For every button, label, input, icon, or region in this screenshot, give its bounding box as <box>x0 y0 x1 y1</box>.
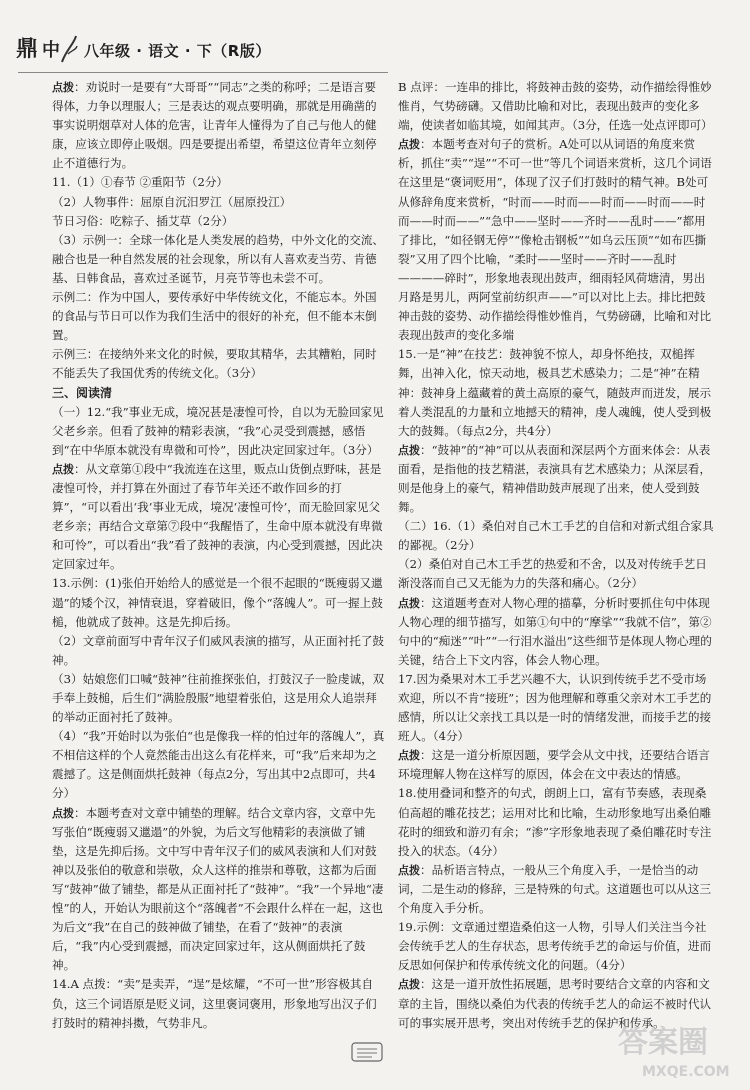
answer-entry: 点拨：从文章第①段中“我流连在这里，贩点山货倒点野味，甚是凄惶可怜，并打算在外面过了春节年关还不敢作回乡的打算”，“可以看出‘我’事业无成，境况‘凄惶可怜’，而无脸回家见父老乡亲；再结合文章第⑦段中“我醒悟了，生命中原本就没有卑微和可怜”，可以看出“我”看了鼓神的表演，内心受到震撼，因此决定回家过年。 <box>52 461 383 572</box>
answer-entry <box>398 784 716 860</box>
entry-text: 19.示例：文章通过塑造桑伯这一人物，引导人们关注当今社会传统手艺人的生存状态，思考传统手艺的命运与价值，进而反思如何保护和传承传统文化的问题。（4分） <box>398 920 712 973</box>
answer-entry: 点拨：品析语言特点，一般从三个角度入手，一是恰当的动词，二是生动的修辞，三是特殊的句式。这道题也可以从这三个角度入手分析。 <box>398 862 712 916</box>
answer-entry: 点拨：本题考查对句子的赏析。A处可以从词语的角度来赏析，抓住“卖”“逞”“不可一世”等几个词语来赏析，这几个词语在这里是“褒词贬用”，体现了汉子们打鼓时的精气神。B处可从修辞角度来赏析，“时而——时而——时而——时而——时而——时而——”“急中——坚时——齐时——乱时——”都用了排比，“如径钢无停”“像枪击钢板”“如乌云压顶”“如布匹撕裂”又用了四个比喻，“柔时——坚时——齐时——乱时————碎时”，形象地表现出鼓声，细雨轻风荷塘清，男出月路是男儿，两阿堂前纺织声——”可以对比上去。排比把鼓神击鼓的姿势、动作描绘得惟妙惟肖，气势磅礴，比喻和对比表现出鼓声的变化多端 <box>398 137 712 343</box>
entry-text: 示例三：在接纳外来文化的时候，要取其精华，去其糟粕，同时不能丢失了我国优秀的传统文化。（3分） <box>52 347 377 381</box>
entry-text: “鼓神”的“神”可以从表面和深层两个方面来体会：从表面看，是指他的技艺精湛，表演具有艺术感染力；从深层看，则是他身上的豪气，精神借助鼓声展现了出来，使人受到鼓舞。 <box>398 442 712 515</box>
entry-text: 劝说时一是要有“大哥哥”“同志”之类的称呼；二是语言要得体，力争以理服人；三是表达的观点要明确，那就是用确凿的事实说明烟草对人体的危害，让青年人懂得为了自己与他人的健康，应该立即停止吸烟。四是要提出希望，希望这位青年立刻停止不道德行为。 <box>52 80 377 171</box>
answer-entry <box>52 231 387 288</box>
answer-entry: 点拨：这道题考查对人物心理的描摹，分析时要抓住句中体现人物心理的细节描写，如第①句中的“摩挲”“我就不信”，第②句中的“痴迷”“叶”“一行泪水溢出”这些细节是体现人物心理的关键，结合上下文内容，体会人物心理。 <box>398 595 712 667</box>
answer-entry <box>52 173 387 192</box>
entry-text: 品析语言特点，一般从三个角度入手，一是恰当的动词，二是生动的修辞，三是特殊的句式。这道题也可以从这三个角度入手分析。 <box>398 862 712 916</box>
answer-entry: 点拨：劝说时一是要有“大哥哥”“同志”之类的称呼；二是语言要得体，力争以理服人；三是表达的观点要明确，那就是用确凿的事实说明烟草对人体的危害，让青年人懂得为了自己与他人的健康，应该立即停止吸烟。四是要提出希望，希望这位青年立刻停止不道德行为。 <box>52 80 377 171</box>
entry-text: 14.A 点拨：“卖”是卖弄，“逞”是炫耀，“不可一世”形容极其自负，这三个词语原是贬义词，这里褒词褒用，形象地写出汉子们打鼓时的精神抖擞，气势非凡。 <box>52 977 377 1030</box>
answer-entry: 点拨：这是一道开放性拓展题，思考时要结合文章的内容和文章的主旨，围绕以桑伯为代表的传统手艺人的命运不被时代认可的事实展开思考，突出对传统手艺的保护和传承。 <box>398 977 712 1030</box>
entry-text: 15.一是“神”在技艺：鼓神貌不惊人，却身怀绝技，双槌挥舞，出神入化，惊天动地，极具艺术感染力；二是“神”在精神：鼓神身上蕴藏着的黄土高原的豪气，随鼓声而迸发，展示着人类混乱的力量和立地撼天的精神，虔人魂魄，使人受到极大的鼓舞。（每点2分，共4分） <box>398 347 712 438</box>
answer-entry <box>52 345 387 383</box>
svg-text:鼎: 鼎 <box>16 36 39 62</box>
entry-text: 这是一道开放性拓展题，思考时要结合文章的内容和文章的主旨，围绕以桑伯为代表的传统手艺人的命运不被时代认可的事实展开思考，突出对传统手艺的保护和传承。 <box>398 977 712 1030</box>
header-divider <box>18 72 388 73</box>
annotation-label: 点拨 <box>398 443 420 457</box>
annotation-label: 点拨 <box>398 749 420 763</box>
entry-text: 17.因为桑果对木工手艺兴趣不大，认识到传统手艺不受市场欢迎，所以不肯“接班”；因为他理解和尊重父亲对木工手艺的感情，所以让父亲找工具以是一时的情绪发泄，而接手艺的接班人。（4分） <box>398 671 712 744</box>
entry-text: （2）文章前面写中青年汉子们威风表演的描写，从正面衬托了鼓神。 <box>52 633 385 667</box>
entry-text: 这是一道分析原因题，要学会从文中找，还要结合语言环境理解人物在这样写的原因，体会在文中表达的情感。 <box>398 748 710 782</box>
entry-text: （2）桑伯对自己木工手艺的热爱和不舍，以及对传统手艺日渐没落而自己又无能为力的失落和痛心。（2分） <box>398 557 707 591</box>
entry-text: （二）16.（1）桑伯对自己木工手艺的自信和对新式组合家具的鄙视。（2分） <box>398 519 714 553</box>
watermark-url: MXQE.COM <box>642 1064 730 1080</box>
annotation-label: 点拨 <box>52 806 74 820</box>
answer-entry <box>52 384 387 403</box>
answer-entry <box>398 517 716 555</box>
answer-entry <box>398 345 716 440</box>
entry-text: 11.（1）①春节 ②重阳节（2分） <box>52 175 229 190</box>
entry-text: （4）“我”开始时以为张伯“也是像我一样的怕过年的落魄人”，真不相信这样的个人竟然能击出这么有花样来，可“我”后来却为之震撼了。这是侧面烘托鼓神（每点2分，写出其中2点即可，共4分） <box>52 729 385 801</box>
annotation-label: 点拨 <box>398 596 420 610</box>
answer-column-right <box>398 78 716 1033</box>
answer-column-left <box>52 78 387 1033</box>
annotation-label: 点拨 <box>52 81 74 94</box>
answer-entry: 点拨：这是一道分析原因题，要学会从文中找，还要结合语言环境理解人物在这样写的原因，体会在文中表达的情感。 <box>398 748 710 782</box>
entry-text: 三、阅读清 <box>52 385 113 400</box>
annotation-label: 点拨 <box>398 863 420 877</box>
answer-entry <box>52 727 387 803</box>
entry-text: 本题考查对句子的赏析。A处可以从词语的角度来赏析，抓住“卖”“逞”“不可一世”等几个词语来赏析，这几个词语在这里是“褒词贬用”，体现了汉子们打鼓时的精气神。B处可从修辞角度来赏析，“时而——时而——时而——时而——时而——时而——”“急中——坚时——齐时——乱时——”都用了排比，“如径钢无停”“像枪击钢板”“如乌云压顶”“如布匹撕裂”又用了四个比喻，“柔时——坚时——齐时——乱时————碎时”，形象地表现出鼓声，细雨轻风荷塘清，男出月路是男儿，两阿堂前纺织声——”可以对比上去。排比把鼓神击鼓的姿势、动作描绘得惟妙惟肖，气势磅礴，比喻和对比表现出鼓声的变化多端 <box>398 137 712 343</box>
annotation-label: 点拨 <box>398 978 420 992</box>
entry-text: 这道题考查对人物心理的描摹，分析时要抓住句中体现人物心理的细节描写，如第①句中的“摩挲”“我就不信”，第②句中的“痴迷”“叶”“一行泪水溢出”这些细节是体现人物心理的关键，结合上下文内容，体会人物心理。 <box>398 595 712 667</box>
entry-text: 从文章第①段中“我流连在这里，贩点山货倒点野味，甚是凄惶可怜，并打算在外面过了春节年关还不敢作回乡的打算”，“可以看出‘我’事业无成，境况‘凄惶可怜’，而无脸回家见父老乡亲；再结合文章第⑦段中“我醒悟了，生命中原本就没有卑微和可怜”，可以看出“我”看了鼓神的表演，内心受到震撼，因此决定回家过年。 <box>52 461 383 572</box>
entry-text: 节日习俗：吃粽子、插艾草（2分） <box>52 213 234 228</box>
answer-entry <box>52 632 387 670</box>
answer-entry <box>398 78 716 135</box>
annotation-label: 点拨 <box>398 138 420 152</box>
entry-text: （一）12.“我”事业无成，境况甚是凄惶可怜，自以为无脸回家见父老乡亲。但看了鼓神的精彩表演，“我”心灵受到震撼，感悟到“在中华原本就没有卑微和可怜”，因此决定回家过年。（3分） <box>52 404 384 457</box>
answer-entry <box>52 403 387 460</box>
entry-text: （3）示例一：全球一体化是人类发展的趋势，中外文化的交流、融合也是一种自然发展的社会现象，所以有人喜欢麦当劳、肯德基、日韩食品，喜欢过圣诞节，月亮节等也未尝不可。 <box>52 232 385 285</box>
brand-logo-icon <box>16 32 78 68</box>
answer-entry <box>52 975 387 1032</box>
entry-text: （2）人物事件：屈原自沉汨罗江（屈原投江） <box>52 194 292 209</box>
entry-text: 本题考查对文章中铺垫的理解。结合文章内容，文章中先写张伯“既瘦弱又邋遢”的外貌，为后文写他精彩的表演做了铺垫，这是先抑后扬。文中写中青年汉子们的威风表演和人们对鼓神以及张伯的敬意和崇敬，众人这样的推崇和尊敬，这都为后面写“鼓神”做了铺垫，都是从正面衬托了“鼓神”。“我”一个异地“凄惶”的人，开始认为眼前这个“落魄者”不会跟什么样在一起，这也为后文“我”在自己的鼓神做了铺垫，在看了“鼓神”的表演后，“我”内心受到震撼，而决定回家过年，这从侧面烘托了鼓神。 <box>52 805 384 973</box>
answer-entry <box>52 193 387 212</box>
footer-emblem-icon <box>350 1040 384 1064</box>
annotation-label: 点拨 <box>52 462 74 476</box>
answer-entry <box>52 212 387 231</box>
entry-text: （3）姑娘您们口喊“鼓神”往前推探张伯，打鼓汉子一脸虔诚，双手奉上鼓槌，后生们“满脸殷服”地望着张伯，这是用众人追崇拜的举动正面衬托了鼓神。 <box>52 671 385 725</box>
answer-entry <box>52 574 387 631</box>
answer-entry <box>398 555 716 593</box>
answer-entry <box>52 670 387 727</box>
entry-text: 示例二：作为中国人，要传承好中华传统文化，不能忘本。外国的食品与节日可以作为我们生活中的很好的补充，但不能本末倒置。 <box>52 290 377 343</box>
answer-entry <box>398 918 716 975</box>
answer-entry: 点拨：本题考查对文章中铺垫的理解。结合文章内容，文章中先写张伯“既瘦弱又邋遢”的外貌，为后文写他精彩的表演做了铺垫，这是先抑后扬。文中写中青年汉子们的威风表演和人们对鼓神以及张伯的敬意和崇敬，众人这样的推崇和尊敬，这都为后面写“鼓神”做了铺垫，都是从正面衬托了“鼓神”。“我”一个异地“凄惶”的人，开始认为眼前这个“落魄者”不会跟什么样在一起，这也为后文“我”在自己的鼓神做了铺垫，在看了“鼓神”的表演后，“我”内心受到震撼，而决定回家过年，这从侧面烘托了鼓神。 <box>52 805 384 973</box>
page-title: 八年级 · 语文 · 下（R版） <box>84 42 271 60</box>
entry-text: B 点评：一连串的排比，将鼓神击鼓的姿势，动作描绘得惟妙惟肖，气势磅礴。又借助比喻和对比，表现出鼓声的变化多端，使读者如临其境，如闻其声。（3分，任选一处点评即可） <box>398 80 713 133</box>
answer-entry <box>52 288 387 345</box>
watermark-stamp <box>600 1010 750 1086</box>
watermark-text: 答案圈 <box>618 1025 708 1060</box>
svg-text:中: 中 <box>42 40 60 61</box>
entry-text: 18.使用叠词和整齐的句式，朗朗上口，富有节奏感，表现桑伯高超的雕花技艺；运用对比和比喻，生动形象地写出桑伯雕花时的细致和游刃有余；“渗”字形象地表现了桑伯雕花时专注投入的状态。（4分） <box>398 786 712 858</box>
page-header <box>0 0 750 80</box>
answer-entry <box>398 670 716 746</box>
entry-text: 13.示例：(1)张伯开始给人的感觉是一个很不起眼的“既瘦弱又邋遢”的矮个汉，神情衰退，穿着破旧，像个“落魄人”。可一握上鼓槌，他就成了鼓神。这是先抑后扬。 <box>52 576 383 629</box>
answer-entry: 点拨：“鼓神”的“神”可以从表面和深层两个方面来体会：从表面看，是指他的技艺精湛，表演具有艺术感染力；从深层看，则是他身上的豪气，精神借助鼓声展现了出来，使人受到鼓舞。 <box>398 442 712 515</box>
